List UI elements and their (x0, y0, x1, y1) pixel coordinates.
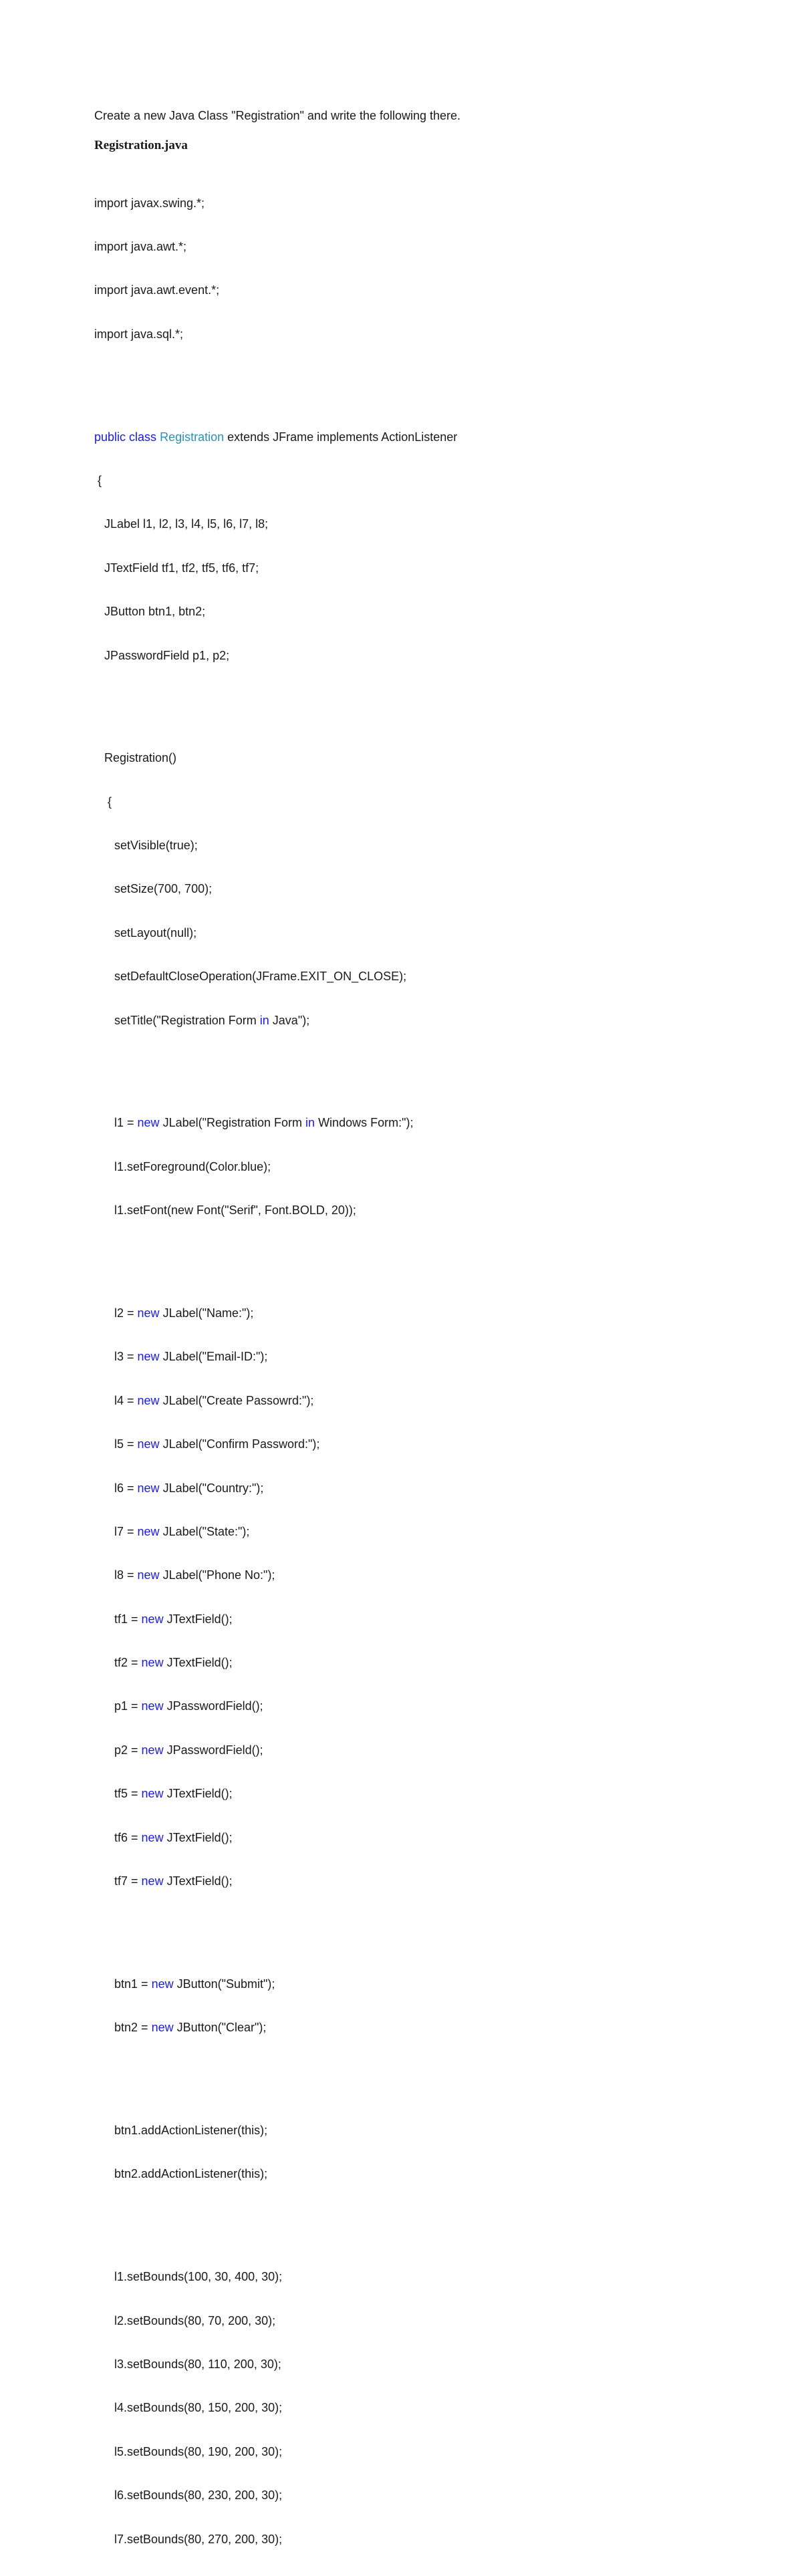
code-line: setSize(700, 700); (94, 882, 213, 896)
keyword: new (137, 1481, 160, 1495)
keyword: new (137, 1393, 160, 1407)
code-line: tf6 = new JTextField(); (94, 1830, 233, 1844)
code-line: { (94, 473, 102, 487)
code-line: l5.setBounds(80, 190, 200, 30); (94, 2444, 283, 2458)
code-line: l4 = new JLabel("Create Passowrd:"); (94, 1393, 314, 1407)
code-line: l1.setFont(new Font("Serif", Font.BOLD, 20)); (94, 1203, 356, 1218)
code-line: btn2 = new JButton("Clear"); (94, 2021, 267, 2035)
file-title: Registration.java (94, 138, 188, 152)
code-line: setDefaultCloseOperation(JFrame.EXIT_ON_CLOSE); (94, 970, 407, 984)
keyword: new (141, 1787, 164, 1801)
code-line: l3.setBounds(80, 110, 200, 30); (94, 2357, 281, 2371)
keyword: new (151, 1977, 174, 1991)
code-line: l6.setBounds(80, 230, 200, 30); (94, 2488, 283, 2502)
keyword: new (141, 1699, 164, 1713)
code-line: setLayout(null); (94, 925, 197, 940)
code-line: import java.awt.event.*; (94, 283, 220, 297)
code-line: JTextField tf1, tf2, tf5, tf6, tf7; (94, 561, 259, 575)
keyword: new (137, 1524, 160, 1538)
keyword: new (151, 2021, 174, 2035)
keyword: in (305, 1116, 315, 1130)
code-line: JLabel l1, l2, l3, l4, l5, l6, l7, l8; (94, 517, 269, 531)
code-line: l2.setBounds(80, 70, 200, 30); (94, 2313, 276, 2327)
keyword: public (94, 430, 126, 444)
code-line: l2 = new JLabel("Name:"); (94, 1306, 254, 1320)
keyword: class (129, 430, 157, 444)
code-line: l6 = new JLabel("Country:"); (94, 1481, 264, 1495)
code-line: JButton btn1, btn2; (94, 605, 206, 619)
keyword: new (137, 1116, 160, 1130)
code-line: p2 = new JPasswordField(); (94, 1743, 263, 1757)
code-line: btn1 = new JButton("Submit"); (94, 1977, 275, 1991)
code-line: btn1.addActionListener(this); (94, 2124, 268, 2137)
code-line: l4.setBounds(80, 150, 200, 30); (94, 2401, 283, 2415)
code-line: l8 = new JLabel("Phone No:"); (94, 1568, 275, 1582)
code-line: setTitle("Registration Form in Java"); (94, 1013, 310, 1027)
code-line: Registration() (94, 751, 177, 765)
code-line: { (94, 795, 112, 809)
document-page (94, 107, 763, 2576)
code-line: import java.awt.*; (94, 239, 187, 253)
keyword: new (141, 1612, 164, 1626)
code-line: tf1 = new JTextField(); (94, 1612, 233, 1626)
keyword: new (137, 1568, 160, 1582)
code-block (94, 167, 763, 2576)
intro-text: Create a new Java Class "Registration" and write the following there. (94, 109, 461, 122)
code-text: extends JFrame implements ActionListener (224, 430, 458, 444)
code-line: import javax.swing.*; (94, 196, 205, 210)
code-line: l7.setBounds(80, 270, 200, 30); (94, 2532, 283, 2546)
code-line: tf2 = new JTextField(); (94, 1656, 233, 1670)
keyword: new (141, 1874, 164, 1888)
code-line: l7 = new JLabel("State:"); (94, 1524, 250, 1538)
code-line: l1.setForeground(Color.blue); (94, 1159, 271, 1173)
keyword: new (137, 1306, 160, 1320)
class-name: Registration (160, 430, 225, 444)
keyword: new (141, 1743, 164, 1757)
code-line: l3 = new JLabel("Email-ID:"); (94, 1350, 268, 1364)
keyword: new (141, 1656, 164, 1670)
code-line: l1.setBounds(100, 30, 400, 30); (94, 2270, 283, 2284)
class-declaration (94, 430, 763, 445)
keyword: new (141, 1830, 164, 1844)
code-line: l1 = new JLabel("Registration Form in Windows Form:"); (94, 1116, 414, 1130)
keyword: in (259, 1013, 269, 1027)
code-line: tf5 = new JTextField(); (94, 1787, 233, 1801)
code-line: setVisible(true); (94, 839, 198, 853)
keyword: new (137, 1350, 160, 1364)
keyword: new (137, 1437, 160, 1451)
code-line: import java.sql.*; (94, 327, 184, 341)
code-line: l5 = new JLabel("Confirm Password:"); (94, 1437, 320, 1451)
code-line: btn2.addActionListener(this); (94, 2167, 268, 2181)
code-line: p1 = new JPasswordField(); (94, 1699, 263, 1713)
code-line: JPasswordField p1, p2; (94, 648, 230, 662)
code-line: tf7 = new JTextField(); (94, 1874, 233, 1888)
